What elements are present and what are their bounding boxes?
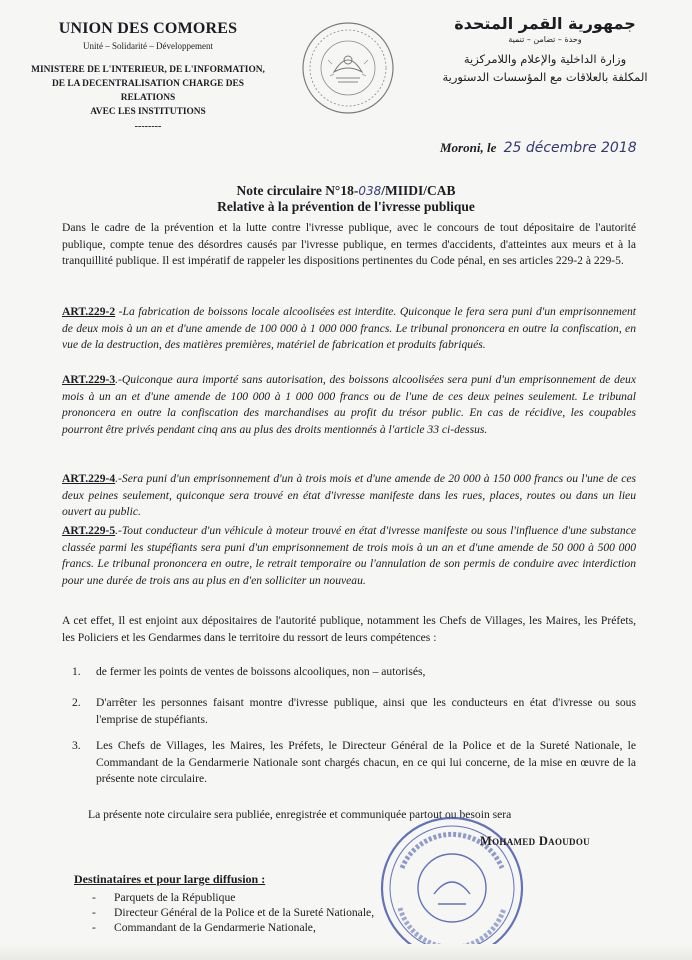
distribution-title: Destinataires et pour large diffusion : [74,872,266,886]
closing-sentence: La présente note circulaire sera publiée, enregistrée et communiquée partout ou besoin sera [88,808,512,821]
ministry-name [30,63,266,119]
article-ref: ART.229-3 [62,373,116,386]
circular-subject: Relative à la prévention de l'ivresse publique [217,199,475,214]
ministry-line-arabic: وزارة الداخلية والإعلام واللامركزية [463,52,627,66]
article-ref: ART.229-5 [62,524,116,537]
signatory-name: Mohamed Daoudou [480,834,590,848]
page-cutoff-edge [0,944,692,960]
distribution-list [92,890,374,935]
measure-text: Les Chefs de Villages, les Maires, les Préfets, le Directeur Général de la Police et de la Sureté Nationale, le Commandant de la Gendarmerie Nationale sont chargés chacun, en ce qui lui concerne, de la mise en œuvre de la présente note circulaire. [96,739,636,785]
article-229-4 [62,471,636,521]
ministry-line-arabic: المكلفة بالعلاقات مع المؤسسات الدستورية [442,70,648,84]
measure-item [62,664,636,681]
measure-text: de fermer les points de ventes de boissons alcooliques, non – autorisés, [96,665,426,678]
ministry-line: DE LA DECENTRALISATION CHARGE DES RELATIONS [51,79,245,103]
national-motto-arabic: وحدة – تضامن – تنمية [508,35,582,44]
circular-number-suffix: /MIIDI/CAB [381,183,456,198]
distribution-item: - Commandant de la Gendarmerie Nationale, [92,921,316,934]
article-229-5 [62,523,636,589]
country-name: UNION DES COMORES [58,20,238,37]
date-line [440,140,637,156]
circular-number-prefix: Note circulaire N°18- [236,183,359,198]
distribution-item: - Parquets de la République [92,891,236,904]
official-stamp [372,808,532,960]
distribution-item-text: Commandant de la Gendarmerie Nationale, [114,921,316,934]
measure-item [62,695,636,728]
country-name-arabic: جمهورية القمر المتحدة [454,14,636,33]
ministry-line: AVEC LES INSTITUTIONS [90,107,206,117]
national-motto: Unité – Solidarité – Développement [83,41,213,51]
distribution-item-text: Directeur Général de la Police et de la Sureté Nationale, [114,906,375,919]
header-right-block-arabic [420,14,670,86]
article-229-2 [62,304,636,354]
article-text: .-Sera puni d'un emprisonnement d'un à trois mois et d'une amende de 20 000 à 150 000 francs ou l'une de ces deux peines seulement, quiconque sera trouvé en état d'ivresse manifeste dans les rues, places, routes ou dans un lieu ouvert au public. [62,472,636,518]
article-ref: ART.229-4 [62,472,116,485]
measure-number: 1. [72,665,81,678]
header-separator: -------- [134,121,162,132]
article-text: -La fabrication de boissons locale alcoolisées est interdite. Quiconque le fera sera puni d'un emprisonnement de deux mois à un an et d'une amende de 100 000 à 1 000 000 francs. Le tribunal prononcera en outre la confiscation, en vue de la destruction, des matières premières, matériel de fabrication et produits fabriqués. [62,305,636,351]
handwritten-date: 25 décembre 2018 [503,140,637,156]
measure-text: D'arrêter les personnes faisant montre d'ivresse publique, ainsi que les conducteurs en état d'ivresse ou sous l'emprise de stupéfiants. [96,696,636,726]
intro-paragraph: Dans le cadre de la prévention et la lutte contre l'ivresse publique, avec le concours de tout dépositaire de l'autorité publique, compte tenue des désordres causés par l'ivresse publique, en termes d'accidents, d'atteintes aux meurs et à la tranquillité publique. Il est impératif de rappeler les dispositions pertinentes du Code pénal, en ses articles 229-2 à 229-5. [62,221,636,267]
ministry-line: MINISTERE DE L'INTERIEUR, DE L'INFORMATION, [31,65,265,75]
handwritten-number: 038 [358,184,382,198]
circular-number [0,183,692,199]
injunction-paragraph: A cet effet, Il est enjoint aux dépositaires de l'autorité publique, notamment les Chefs de Villages, les Maires, les Préfets, les Policiers et les Gendarmes dans le territoire du ressort de leurs compétences : [62,614,636,644]
measure-number: 2. [72,696,81,709]
coat-of-arms-seal [300,20,396,116]
article-text: .-Quiconque aura importé sans autorisation, des boissons alcoolisées sera puni d'un emprisonnement de deux mois à un an et d'une amende de 100 000 à 1 000 000 francs ou de l'une de ces deux peines seulement. Le tribunal prononcera en outre la confiscation des marchandises au profit du trésor public. En cas de récidive, les coupables pourront être privés pendant cinq ans au plus des droits mentionnés à l'article 33 ci-dessus. [62,373,636,436]
header-left-block [30,20,266,132]
distribution-item: - Directeur Général de la Police et de la Sureté Nationale, [92,906,375,919]
article-ref: ART.229-2 [62,305,116,318]
article-229-3 [62,372,636,438]
ministry-name-arabic [420,50,670,86]
measure-number: 3. [72,739,81,752]
article-text: .-Tout conducteur d'un véhicule à moteur trouvé en état d'ivresse manifeste ou sous l'influence d'une substance classée parmi les stupéfiants sera puni d'un emprisonnement de trois mois à un an et d'une amende de 50 000 à 500 000 francs. Le tribunal prononcera en outre, le retrait temporaire ou l'annulation de son permis de conduire avec interdiction pour une durée de trois ans au plus en d'en solliciter un nouveau. [62,524,636,587]
date-place: Moroni, le [440,140,497,155]
measure-item [62,738,636,788]
distribution-item-text: Parquets de la République [114,891,236,904]
